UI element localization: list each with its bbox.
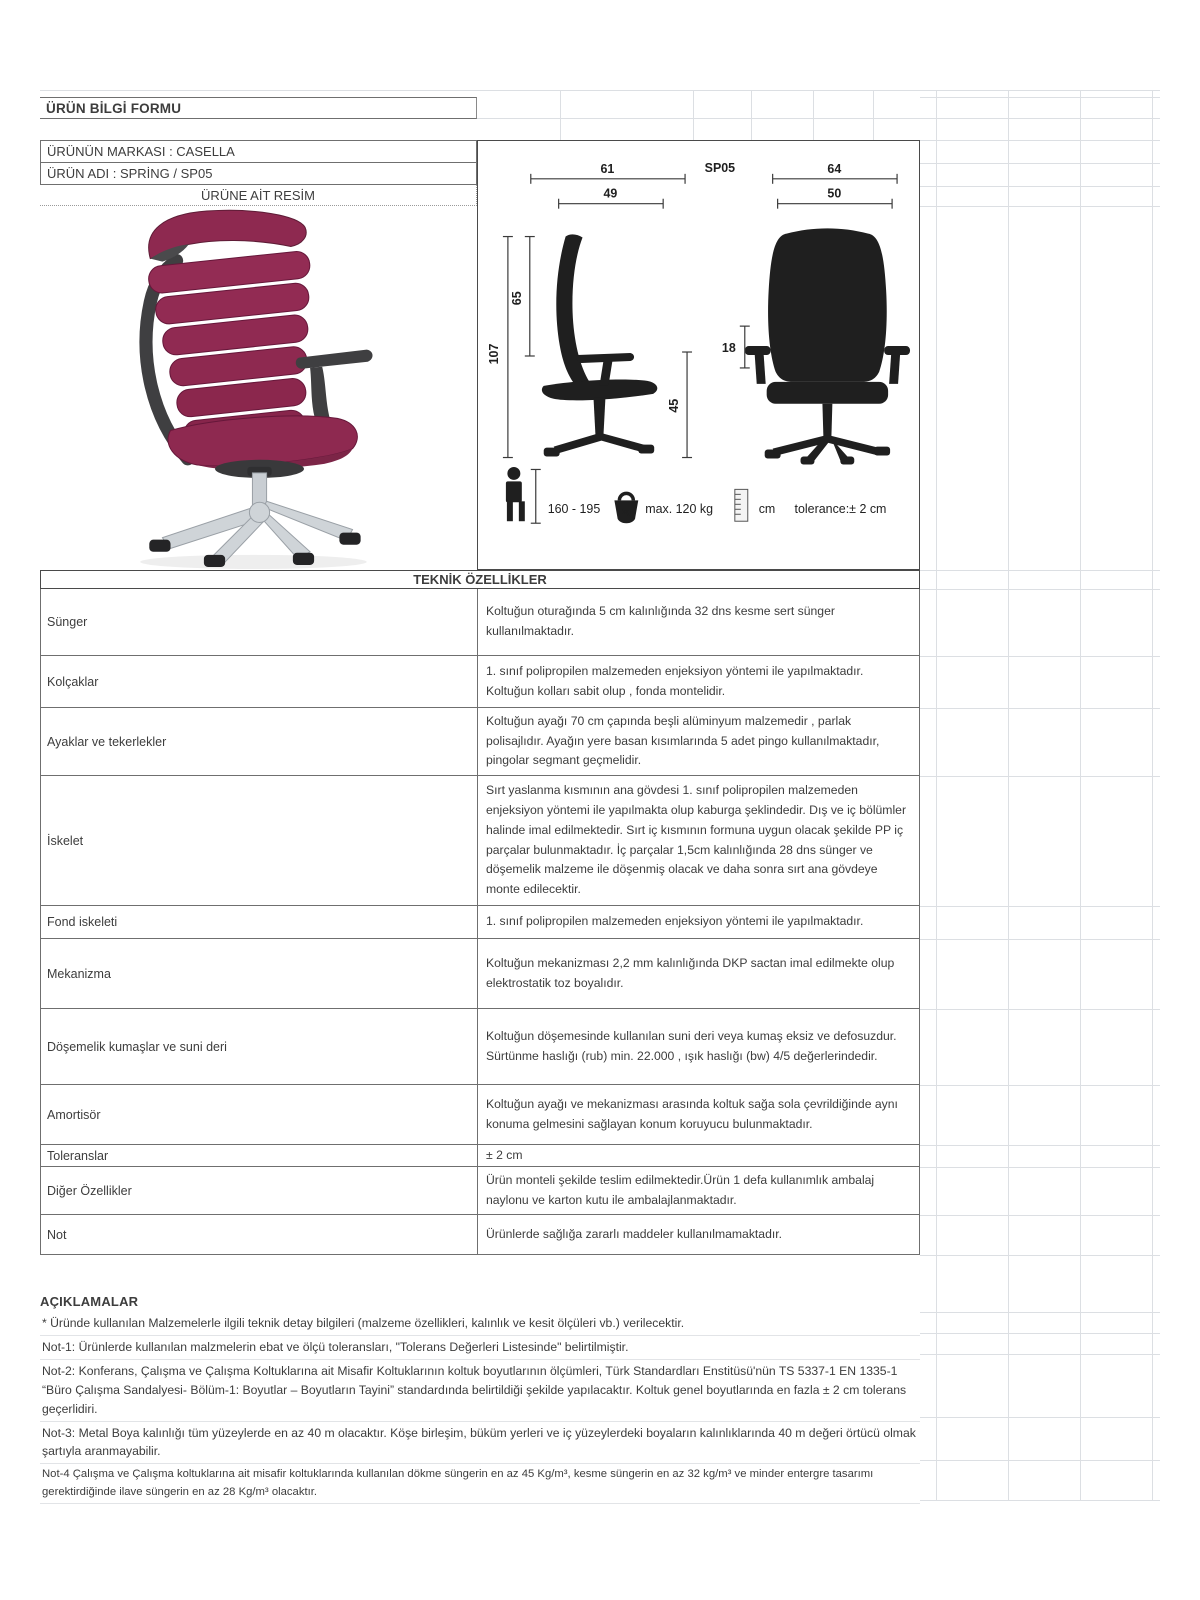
product-name-row: ÜRÜN ADI : SPRİNG / SP05 xyxy=(40,162,477,185)
grid-line xyxy=(813,90,814,140)
tech-specs-table xyxy=(40,589,920,1255)
ruler-icon xyxy=(735,489,748,521)
spec-label: İskelet xyxy=(41,776,478,905)
notes-section xyxy=(40,1288,920,1504)
unit-label: cm xyxy=(758,502,776,517)
spec-value: Ürün monteli şekilde teslim edilmektedir.Ürün 1 defa kullanımlık ambalaj naylonu ve karton kutu ile ambalajlanmaktadır. xyxy=(486,1172,875,1207)
grid-line xyxy=(920,906,1160,907)
grid-line xyxy=(920,708,1160,709)
tolerance-label: tolerance:± 2 cm xyxy=(794,502,887,517)
grid-line xyxy=(920,97,1160,98)
spec-value: 1. sınıf polipropilen malzemeden enjeksiyon yöntemi ile yapılmaktadır. Koltuğun kolları sabit olup , fonda montelidir. xyxy=(486,663,864,698)
grid-line xyxy=(920,939,1160,940)
grid-line xyxy=(693,90,694,140)
grid-line xyxy=(40,90,477,91)
dim-seat-width: 50 xyxy=(827,186,842,201)
spec-label: Kolçaklar xyxy=(41,656,478,707)
grid-line xyxy=(920,186,1160,187)
spec-value: Koltuğun ayağı 70 cm çapında beşli alüminyum malzemedir , parlak polisajlıdır. Ayağın yere basan kısımlarında 5 adet pingo kullanılmaktadır, pingolar segmant geçmelidir. xyxy=(486,713,880,768)
dim-seat-depth: 49 xyxy=(603,186,618,201)
table-row xyxy=(40,708,920,776)
table-row xyxy=(40,1167,920,1215)
grid-line xyxy=(920,1145,1160,1146)
dim-overall-width: 64 xyxy=(827,161,842,176)
grid-line xyxy=(920,656,1160,657)
chair-front-view xyxy=(745,228,910,464)
grid-line xyxy=(920,1417,1160,1418)
grid-line xyxy=(873,90,874,140)
chair-photo-illustration xyxy=(40,206,477,570)
grid-line xyxy=(477,118,920,119)
spec-label: Döşemelik kumaşlar ve suni deri xyxy=(41,1009,478,1084)
note-line: Not-4 Çalışma ve Çalışma koltuklarına ait misafir koltuklarında kullanılan dökme süngerin en az 45 Kg/m³, kesme süngerin en az 32 kg/m³ ve minder entergre tasarımı gerektirdiğinde ilave süngerin en az 28 Kg/m³ olacaktır. xyxy=(40,1464,920,1504)
grid-line xyxy=(1152,90,1153,1500)
dim-overall-height: 107 xyxy=(486,343,501,365)
grid-line xyxy=(920,1255,1160,1256)
weight-icon xyxy=(614,493,638,523)
page-title: ÜRÜN BİLGİ FORMU xyxy=(40,97,477,119)
grid-line xyxy=(920,1312,1160,1313)
table-row xyxy=(40,776,920,906)
note-line: * Üründe kullanılan Malzemelerle ilgili teknik detay bilgileri (malzeme özellikleri, kalınlık ve kesit ölçüleri vb.) verilecektir. xyxy=(40,1312,920,1336)
grid-line xyxy=(920,1009,1160,1010)
grid-line xyxy=(920,589,1160,590)
table-row xyxy=(40,1009,920,1085)
table-row xyxy=(40,906,920,939)
grid-line xyxy=(920,1167,1160,1168)
grid-line xyxy=(920,163,1160,164)
spec-label: Toleranslar xyxy=(41,1145,478,1166)
grid-line xyxy=(920,1460,1160,1461)
grid-line xyxy=(1080,90,1081,1500)
note-line: Not-1: Ürünlerde kullanılan malzmelerin ebat ve ölçü toleransları, "Tolerans Değerleri Listesinde" belirtilmiştir. xyxy=(40,1336,920,1360)
grid-line xyxy=(560,90,561,140)
spec-value: Koltuğun döşemesinde kullanılan suni deri veya kumaş eksiz ve defosuzdur. Sürtünme haslığı (rub) min. 22.000 , ışık haslığı (bw) 4/5 değerlerindedir. xyxy=(486,1028,897,1063)
model-label: SP05 xyxy=(704,160,736,175)
grid-line xyxy=(920,1215,1160,1216)
grid-line xyxy=(751,90,752,140)
grid-line xyxy=(936,90,937,1500)
table-row xyxy=(40,1085,920,1145)
grid-line xyxy=(920,140,1160,141)
grid-line xyxy=(477,90,1160,91)
spec-label: Diğer Özellikler xyxy=(41,1167,478,1214)
grid-line xyxy=(920,1500,1160,1501)
grid-line xyxy=(920,776,1160,777)
grid-line xyxy=(920,1085,1160,1086)
table-row xyxy=(40,656,920,708)
max-weight-label: max. 120 kg xyxy=(645,502,714,517)
spec-label: Sünger xyxy=(41,589,478,655)
product-photo xyxy=(40,206,477,570)
spec-label: Amortisör xyxy=(41,1085,478,1144)
grid-line xyxy=(1008,90,1009,1500)
table-row xyxy=(40,939,920,1009)
chair-side-view xyxy=(542,234,657,456)
spec-label: Not xyxy=(41,1215,478,1254)
spec-value: 1. sınıf polipropilen malzemeden enjeksiyon yöntemi ile yapılmaktadır. xyxy=(486,914,864,929)
note-line: Not-2: Konferans, Çalışma ve Çalışma Koltuklarına ait Misafir Koltuklarının koltuk boyutlarının ölçümleri, Türk Standardları Enstitüsü'nün TS 5337-1 EN 1335-1 “Büro Çalışma Sandalyesi- Bölüm-1: Boyutlar – Boyutların Tayini” standardında belirtildiği şekilde yapılacaktır. Koltuk genel boyutlarında en fazla ± 2 cm tolerans geçerlidiri. xyxy=(40,1360,920,1422)
table-row xyxy=(40,1145,920,1167)
spec-value: Koltuğun ayağı ve mekanizması arasında koltuk sağa sola çevrildiğinde aynı konuma gelmesini sağlayan konum koruyucu bulunmaktadır. xyxy=(486,1096,898,1131)
spec-label: Mekanizma xyxy=(41,939,478,1008)
grid-line xyxy=(920,1354,1160,1355)
spec-value: Koltuğun oturağında 5 cm kalınlığında 32 dns kesme sert sünger kullanılmaktadır. xyxy=(486,604,835,638)
spec-value: Sırt yaslanma kısmının ana gövdesi 1. sınıf polipropilen malzemeden enjeksiyon yöntemi ile yapılmakta olup kaburga şeklindedir. Dış ve iç bölümler halinde imal edilmektedir. Sırt iç kısmının formuna uygun olacak şekilde PP iç parçalar bulunmaktadır. İç parçalar 1,5cm kalınlığında 28 dns sünger ve döşemelik malzeme ile döşenmiş olacak ve daha sonra sırt ana gövdeye monte edilecektir. xyxy=(486,783,906,897)
spec-label: Ayaklar ve tekerlekler xyxy=(41,708,478,775)
grid-line xyxy=(920,118,1160,119)
grid-line xyxy=(920,1333,1160,1334)
spec-value: Koltuğun mekanizması 2,2 mm kalınlığında DKP sactan imal edilmekte olup elektrostatik toz boyalıdır. xyxy=(486,955,895,990)
dim-back-width: 61 xyxy=(600,161,615,176)
grid-line xyxy=(920,206,1160,207)
table-row xyxy=(40,1215,920,1255)
grid-line xyxy=(920,570,1160,571)
tech-specs-header: TEKNİK ÖZELLİKLER xyxy=(40,570,920,589)
table-row xyxy=(40,589,920,656)
image-caption: ÜRÜNE AİT RESİM xyxy=(40,185,477,206)
brand-row: ÜRÜNÜN MARKASI : CASELLA xyxy=(40,140,477,163)
weight-icon-label: kg xyxy=(621,507,631,517)
spec-value: ± 2 cm xyxy=(486,1147,523,1162)
dimension-diagram xyxy=(477,140,920,570)
dim-back-height: 65 xyxy=(509,291,524,306)
note-line: Not-3: Metal Boya kalınlığı tüm yüzeylerde en az 40 m olacaktır. Köşe birleşim, büküm yerleri ve iç yüzeylerdeki boyaların kalınlıklarında 40 m değeri örtücü olmak şartıyla aranmayabilir. xyxy=(40,1422,920,1465)
spec-value: Ürünlerde sağlığa zararlı maddeler kullanılmamaktadır. xyxy=(486,1226,783,1241)
dim-arm-height: 18 xyxy=(721,341,736,356)
spec-label: Fond iskeleti xyxy=(41,906,478,938)
notes-header: AÇIKLAMALAR xyxy=(40,1294,139,1309)
person-icon xyxy=(506,467,525,521)
height-range-label: 160 - 195 xyxy=(547,502,601,517)
dim-seat-height: 45 xyxy=(667,398,682,413)
